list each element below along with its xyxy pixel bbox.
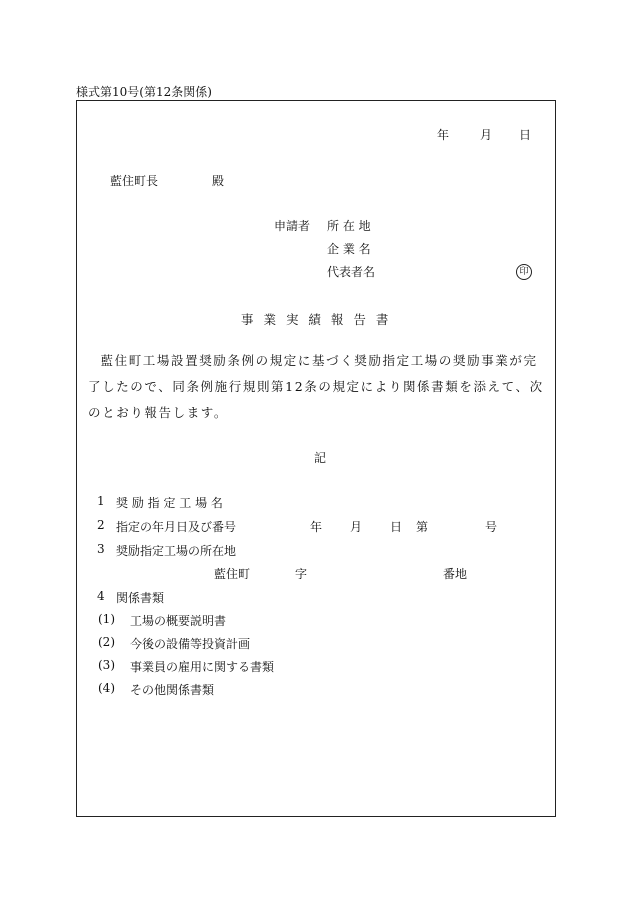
addressee-honorific: 殿 — [212, 174, 225, 188]
date-month: 月 — [480, 128, 493, 142]
item3-banchi: 番地 — [443, 567, 468, 581]
item2-year: 年 — [310, 520, 323, 534]
item2-dai: 第 — [416, 520, 429, 534]
item1-label: 奨 励 指 定 工 場 名 — [116, 496, 223, 510]
doc4-number: (4) — [98, 681, 115, 695]
item2-label: 指定の年月日及び番号 — [116, 520, 237, 534]
seal-icon: 印 — [516, 264, 532, 280]
date-day: 日 — [519, 128, 532, 142]
item4-label: 関係書類 — [116, 591, 165, 605]
doc2-text: 今後の設備等投資計画 — [130, 637, 251, 651]
date-year: 年 — [437, 128, 450, 142]
item3-label: 奨励指定工場の所在地 — [116, 544, 237, 558]
doc3-number: (3) — [98, 658, 115, 672]
applicant-label: 申請者 — [274, 219, 311, 233]
item2-go: 号 — [485, 520, 498, 534]
form-label: 様式第10号(第12条関係) — [76, 85, 212, 99]
ki-heading: 記 — [314, 451, 327, 465]
applicant-address-label: 所 在 地 — [327, 219, 371, 233]
body-text: 藍住町工場設置奨励条例の規定に基づく奨励指定工場の奨励事業が完了したので、同条例施行規則第12条の規定により関係書類を添えて、次のとおり報告します。 — [88, 353, 544, 420]
doc4-text: その他関係書類 — [130, 683, 215, 697]
applicant-company-label: 企 業 名 — [327, 242, 371, 256]
item3-aza: 字 — [295, 567, 308, 581]
body-paragraph — [88, 348, 550, 426]
item3-town: 藍住町 — [214, 567, 251, 581]
item2-month: 月 — [350, 520, 363, 534]
item4-number: 4 — [97, 589, 105, 603]
doc1-number: (1) — [98, 612, 115, 626]
applicant-representative-label: 代表者名 — [327, 265, 376, 279]
item1-number: 1 — [97, 494, 105, 508]
doc2-number: (2) — [98, 635, 115, 649]
doc1-text: 工場の概要説明書 — [130, 614, 227, 628]
addressee-name: 藍住町長 — [110, 174, 159, 188]
item2-number: 2 — [97, 518, 105, 532]
doc3-text: 事業員の雇用に関する書類 — [130, 660, 275, 674]
item2-day: 日 — [390, 520, 403, 534]
document-title: 事 業 実 績 報 告 書 — [241, 312, 392, 327]
item3-number: 3 — [97, 542, 105, 556]
